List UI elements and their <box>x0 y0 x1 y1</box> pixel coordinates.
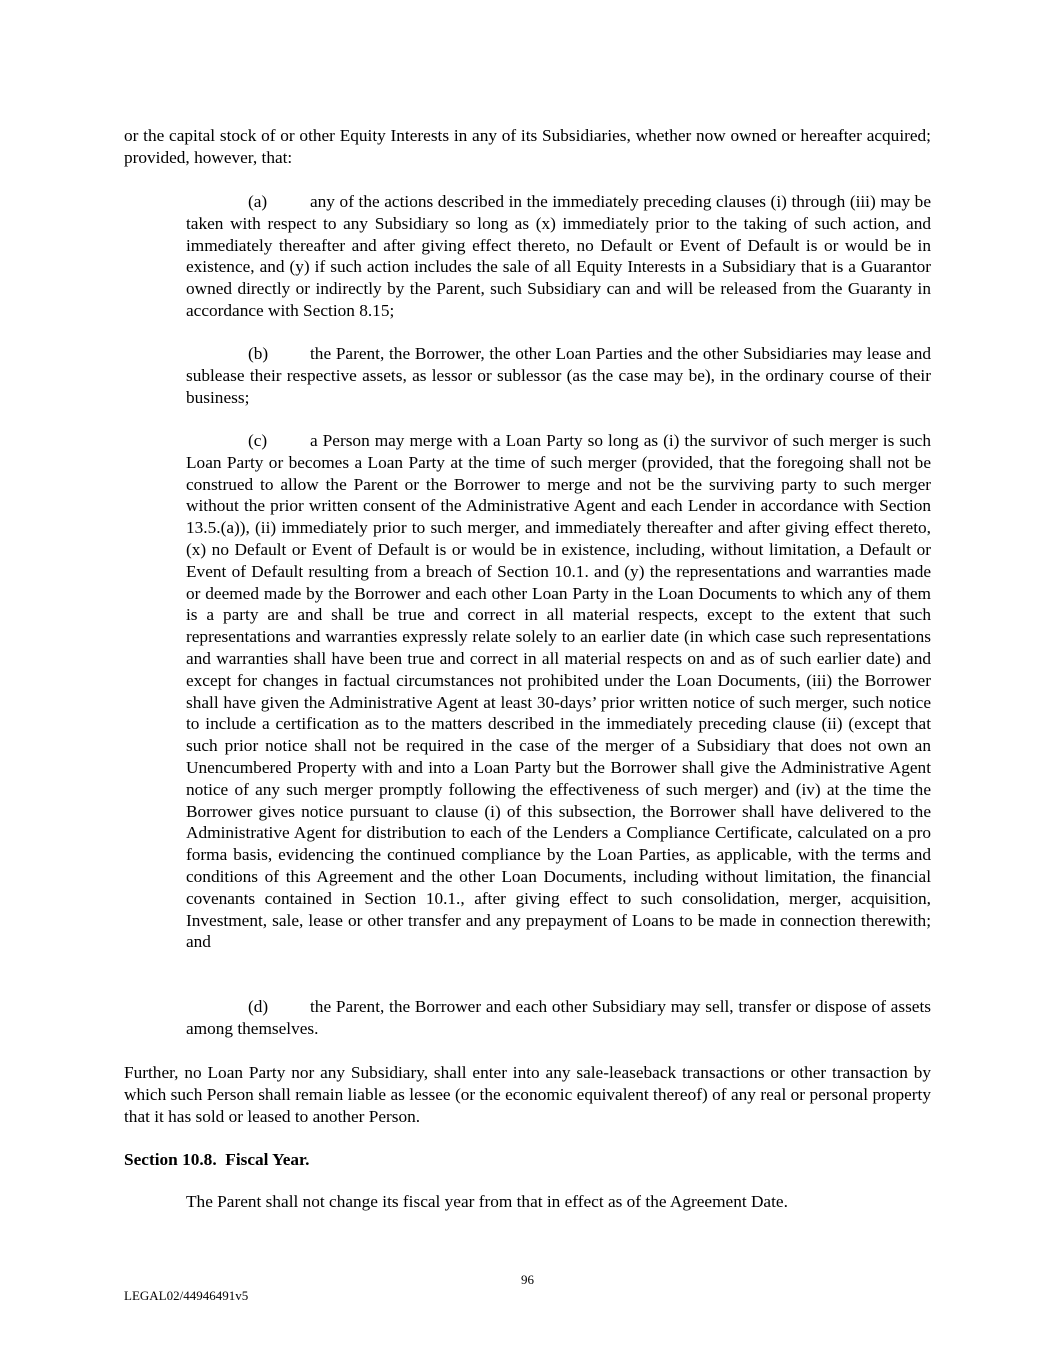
clause-b-text: the Parent, the Borrower, the other Loan Parties and the other Subsidiaries may lease and sublease their respective assets, as lessor or sublessor (as the case may be), in the ordinary course of their business; <box>186 344 931 407</box>
page-number: 96 <box>521 1272 534 1287</box>
section-body: The Parent shall not change its fiscal year from that in effect as of the Agreement Date. <box>186 1192 788 1211</box>
clause-d <box>186 996 931 1040</box>
further-paragraph: Further, no Loan Party nor any Subsidiary, shall enter into any sale-leaseback transactions or other transaction by which such Person shall remain liable as lessee (or the economic equivalent thereof) of any real or personal property that it has sold or leased to another Person. <box>124 1063 931 1126</box>
clause-c-text: a Person may merge with a Loan Party so long as (i) the survivor of such merger is such Loan Party or becomes a Loan Party at the time of such merger (provided, that the foregoing shall not be construed to allow the Parent or the Borrower to merge and not be the surviving party to such merger without the prior written consent of the Administrative Agent and each Lender in accordance with Section 13.5.(a)), (ii) immediately prior to such merger, and immediately thereafter and after giving effect thereto, (x) no Default or Event of Default is or would be in existence, including, without limitation, a Default or Event of Default resulting from a breach of Section 10.1. and (y) the representations and warranties made or deemed made by the Borrower and each other Loan Party in the Loan Documents to which any of them is a party are and shall be true and correct in all material respects, except to the extent that such representations and warranties expressly relate solely to an earlier date (in which case such representations and warranties shall have been true and correct in all material respects on and as of such earlier date) and except for changes in factual circumstances not prohibited under the Loan Documents, (iii) the Borrower shall have given the Administrative Agent at least 30-days’ prior written notice of such merger, such notice to include a certification as to the matters described in the immediately preceding clause (ii) (except that such prior notice shall not be required in the case of the merger of a Subsidiary that does not own an Unencumbered Property with and into a Loan Party but the Borrower shall give the Administrative Agent notice of any such merger promptly following the effectiveness of such merger) and (iv) at the time the Borrower gives notice pursuant to clause (i) of this subsection, the Borrower shall have delivered to the Administrative Agent for distribution to each of the Lenders a Compliance Certificate, calculated on a pro forma basis, evidencing the continued compliance by the Loan Parties, as applicable, with the terms and conditions of this Agreement and the other Loan Documents, including without limitation, the financial covenants contained in Section 10.1., after giving effect to such consolidation, merger, acquisition, Investment, sale, lease or other transfer and any prepayment of Loans to be made in connection therewith; and <box>186 431 931 952</box>
section-heading: Section 10.8. Fiscal Year. <box>124 1150 310 1169</box>
clause-d-text: the Parent, the Borrower and each other Subsidiary may sell, transfer or dispose of assets among themselves. <box>186 997 931 1038</box>
clause-b-label: (b) <box>248 344 269 363</box>
document-id: LEGAL02/44946491v5 <box>124 1288 249 1303</box>
clause-a <box>186 191 931 322</box>
clause-c <box>186 430 931 953</box>
clause-b <box>186 343 931 408</box>
intro-paragraph: or the capital stock of or other Equity Interests in any of its Subsidiaries, whether now owned or hereafter acquired; provided, however, that: <box>124 126 931 167</box>
clause-a-label: (a) <box>248 192 268 211</box>
clause-d-label: (d) <box>248 997 269 1016</box>
clause-a-text: any of the actions described in the immediately preceding clauses (i) through (iii) may be taken with respect to any Subsidiary so long as (x) immediately prior to the taking of such action, and immediately thereafter and after giving effect thereto, no Default or Event of Default is or would be in existence, and (y) if such action includes the sale of all Equity Interests in a Subsidiary that is a Guarantor owned directly or indirectly by the Parent, such Subsidiary can and will be released from the Guaranty in accordance with Section 8.15; <box>186 192 931 320</box>
clause-c-label: (c) <box>248 431 268 450</box>
